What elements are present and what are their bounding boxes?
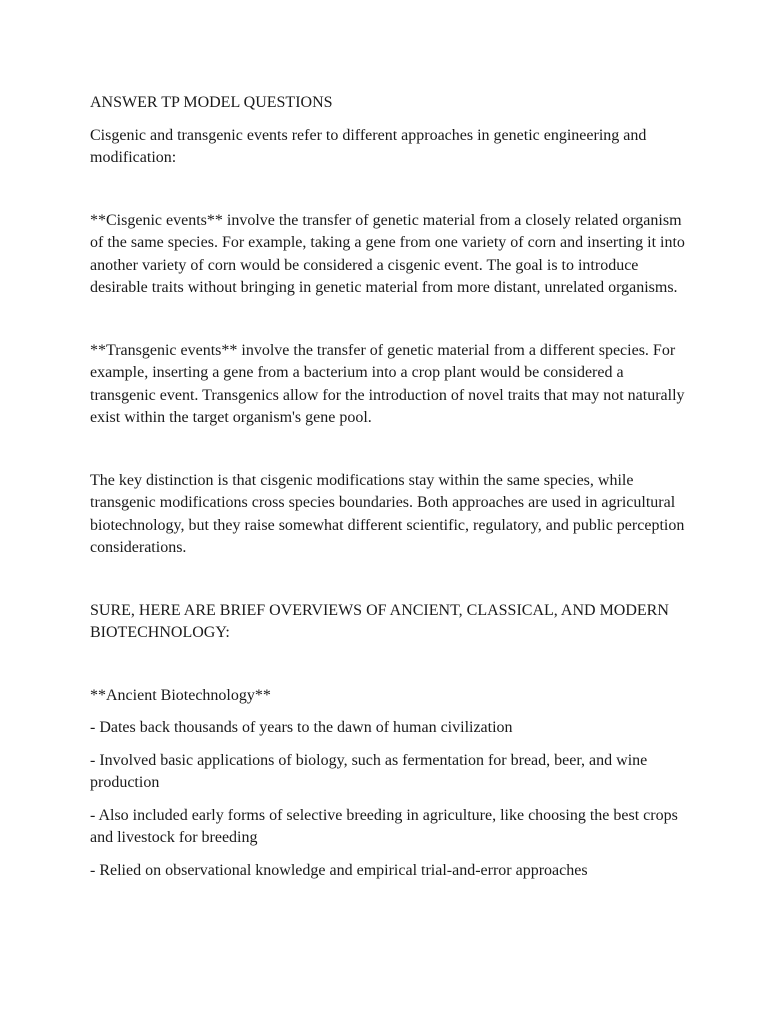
document-page bbox=[90, 92, 690, 892]
cisgenic-paragraph: **Cisgenic events** involve the transfer of genetic material from a closely related organism of the same species. For example, taking a gene from one variety of corn and inserting it into another variety of corn would be considered a cisgenic event. The goal is to introduce desirable traits without bringing in genetic material from more distant, unrelated organisms. bbox=[90, 211, 685, 296]
distinction-paragraph: The key distinction is that cisgenic modifications stay within the same species, while transgenic modifications cross species boundaries. Both approaches are used in agricultural biotechnology, but they raise somewhat different scientific, regulatory, and public perception considerations. bbox=[90, 471, 685, 556]
document-heading: ANSWER TP MODEL QUESTIONS bbox=[90, 94, 333, 111]
transgenic-paragraph: **Transgenic events** involve the transfer of genetic material from a different species. For example, inserting a gene from a bacterium into a crop plant would be considered a transgenic event. Transgenics allow for the introduction of novel traits that may not naturally exist within the target organism's gene pool. bbox=[90, 341, 685, 426]
ancient-subheading: **Ancient Biotechnology** bbox=[90, 686, 271, 704]
section-heading: SURE, HERE ARE BRIEF OVERVIEWS OF ANCIENT, CLASSICAL, AND MODERN BIOTECHNOLOGY: bbox=[90, 601, 669, 641]
list-item: - Dates back thousands of years to the dawn of human civilization bbox=[90, 719, 513, 736]
list-item: - Relied on observational knowledge and empirical trial-and-error approaches bbox=[90, 861, 588, 879]
list-item: - Also included early forms of selective breeding in agriculture, like choosing the best crops and livestock for breeding bbox=[90, 806, 678, 846]
list-item: - Involved basic applications of biology, such as fermentation for bread, beer, and wine production bbox=[90, 751, 648, 791]
intro-paragraph: Cisgenic and transgenic events refer to different approaches in genetic engineering and modification: bbox=[90, 126, 647, 166]
